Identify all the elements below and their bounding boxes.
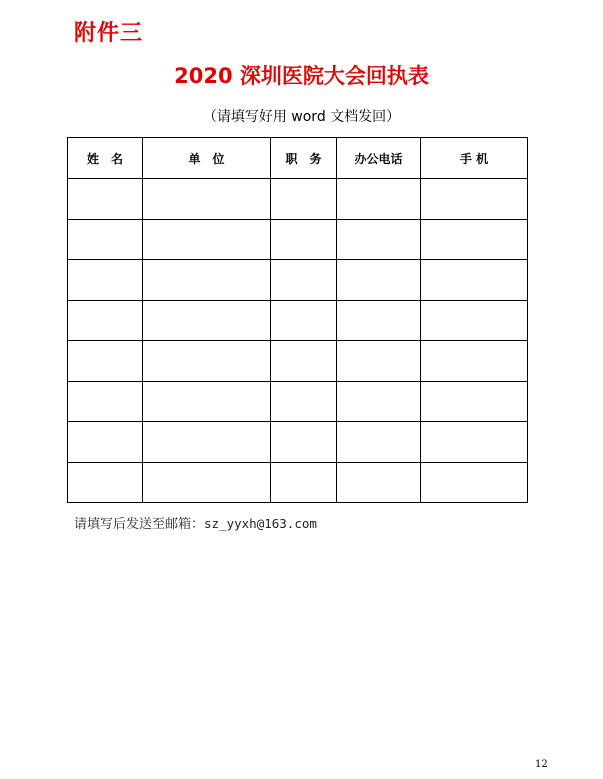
header-position: 职 务: [271, 138, 337, 179]
document-title: 2020 深圳医院大会回执表: [174, 64, 429, 88]
table-row: [68, 179, 528, 220]
mobile-cell[interactable]: [421, 462, 528, 503]
position-cell[interactable]: [271, 422, 337, 463]
mobile-cell[interactable]: [421, 219, 528, 260]
mobile-cell[interactable]: [421, 422, 528, 463]
table-row: [68, 341, 528, 382]
attachment-label: 附件三: [74, 21, 144, 46]
position-cell[interactable]: [271, 260, 337, 301]
unit-cell[interactable]: [143, 462, 271, 503]
table-row: [68, 462, 528, 503]
office-phone-cell[interactable]: [337, 260, 421, 301]
unit-cell[interactable]: [143, 219, 271, 260]
table-body: [68, 179, 528, 503]
unit-cell[interactable]: [143, 260, 271, 301]
unit-cell[interactable]: [143, 341, 271, 382]
name-cell[interactable]: [68, 300, 143, 341]
office-phone-cell[interactable]: [337, 381, 421, 422]
header-unit: 单 位: [143, 138, 271, 179]
name-cell[interactable]: [68, 462, 143, 503]
unit-cell[interactable]: [143, 422, 271, 463]
mobile-cell[interactable]: [421, 300, 528, 341]
table-row: [68, 300, 528, 341]
position-cell[interactable]: [271, 300, 337, 341]
mobile-cell[interactable]: [421, 381, 528, 422]
table-row: [68, 260, 528, 301]
table-row: [68, 219, 528, 260]
name-cell[interactable]: [68, 179, 143, 220]
name-cell[interactable]: [68, 422, 143, 463]
header-office-phone: 办公电话: [337, 138, 421, 179]
unit-cell[interactable]: [143, 381, 271, 422]
office-phone-cell[interactable]: [337, 300, 421, 341]
office-phone-cell[interactable]: [337, 341, 421, 382]
header-name: 姓 名: [68, 138, 143, 179]
document-subtitle: （请填写好用 word 文档发回）: [202, 109, 401, 125]
office-phone-cell[interactable]: [337, 219, 421, 260]
name-cell[interactable]: [68, 219, 143, 260]
table-row: [68, 381, 528, 422]
page-number: 12: [535, 759, 548, 770]
mobile-cell[interactable]: [421, 341, 528, 382]
email-address: sz_yyxh@163.com: [204, 516, 317, 531]
reply-form-table: [67, 137, 528, 503]
mobile-cell[interactable]: [421, 179, 528, 220]
table-row: [68, 422, 528, 463]
mobile-cell[interactable]: [421, 260, 528, 301]
table-header-row: [68, 138, 528, 179]
office-phone-cell[interactable]: [337, 179, 421, 220]
position-cell[interactable]: [271, 381, 337, 422]
note-text: 请填写后发送至邮箱：: [74, 517, 205, 532]
position-cell[interactable]: [271, 179, 337, 220]
name-cell[interactable]: [68, 381, 143, 422]
office-phone-cell[interactable]: [337, 422, 421, 463]
position-cell[interactable]: [271, 462, 337, 503]
office-phone-cell[interactable]: [337, 462, 421, 503]
name-cell[interactable]: [68, 260, 143, 301]
submission-note: [74, 513, 317, 532]
unit-cell[interactable]: [143, 179, 271, 220]
position-cell[interactable]: [271, 219, 337, 260]
name-cell[interactable]: [68, 341, 143, 382]
unit-cell[interactable]: [143, 300, 271, 341]
position-cell[interactable]: [271, 341, 337, 382]
header-mobile: 手 机: [421, 138, 528, 179]
